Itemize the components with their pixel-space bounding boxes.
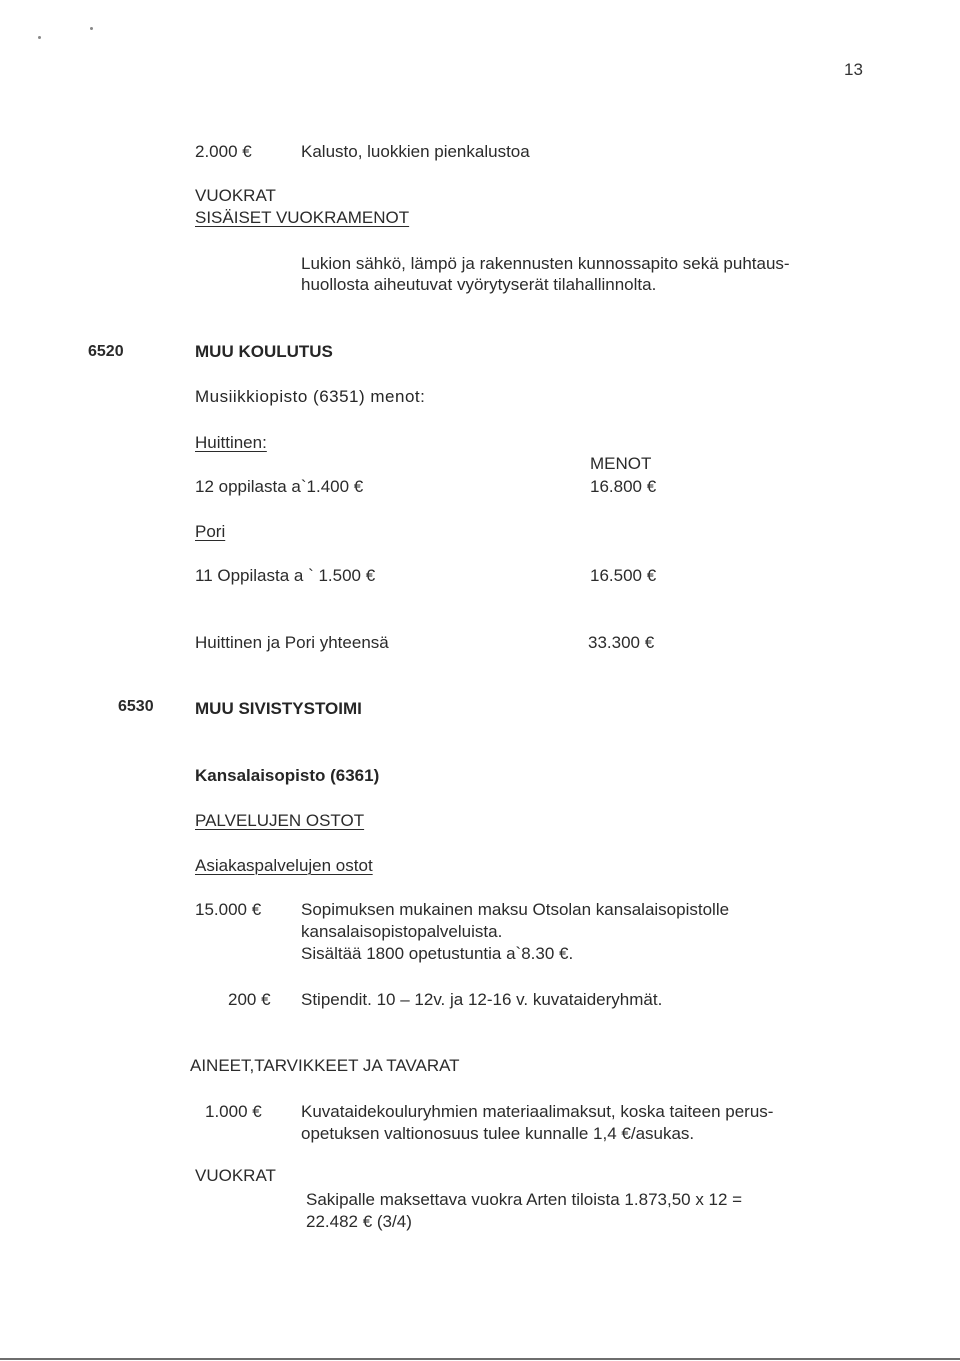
item-description-line3: Sisältää 1800 opetustuntia a`8.30 €.	[301, 944, 574, 963]
section-code-6520: 6520	[88, 343, 124, 360]
item-description: Stipendit. 10 – 12v. ja 12-16 v. kuvataideryhmät.	[301, 990, 663, 1009]
kansalaisopisto-subtitle: Kansalaisopisto (6361)	[195, 766, 380, 785]
section-code-6530: 6530	[118, 698, 154, 715]
sisaiset-vuokramenot-heading: SISÄISET VUOKRAMENOT	[195, 208, 410, 227]
page-bottom-edge	[0, 1358, 960, 1360]
lukion-text-line1: Lukion sähkö, lämpö ja rakennusten kunnossapito sekä puhtaus-	[301, 254, 790, 273]
palvelujen-ostot-heading: PALVELUJEN OSTOT	[195, 811, 365, 830]
vuokrat-heading: VUOKRAT	[195, 186, 276, 205]
pori-row-value: 16.500 €	[590, 566, 657, 585]
huittinen-row-value: 16.800 €	[590, 477, 657, 496]
item-amount: 15.000 €	[195, 900, 262, 919]
item-description-line2: kansalaisopistopalveluista.	[301, 922, 503, 941]
item-amount: 2.000 €	[195, 142, 252, 161]
huittinen-row-label: 12 oppilasta a`1.400 €	[195, 477, 364, 496]
scan-speck	[38, 36, 41, 39]
section-title-muu-koulutus: MUU KOULUTUS	[195, 342, 333, 361]
item-amount: 1.000 €	[205, 1102, 262, 1121]
sakipalle-line1: Sakipalle maksettava vuokra Arten tiloista 1.873,50 x 12 =	[306, 1190, 743, 1209]
huittinen-label: Huittinen:	[195, 433, 267, 452]
section-title-muu-sivistystoimi: MUU SIVISTYSTOIMI	[195, 699, 362, 718]
vuokrat-heading-2: VUOKRAT	[195, 1166, 276, 1185]
item-description-line1: Kuvataidekouluryhmien materiaalimaksut, koska taiteen perus-	[301, 1102, 774, 1121]
item-description: Kalusto, luokkien pienkalustoa	[301, 142, 530, 161]
item-description-line1: Sopimuksen mukainen maksu Otsolan kansalaisopistolle	[301, 900, 730, 919]
sakipalle-line2: 22.482 € (3/4)	[306, 1212, 412, 1231]
page-number: 13	[844, 60, 863, 79]
scan-speck	[90, 27, 93, 30]
musiikkiopisto-subtitle: Musiikkiopisto (6351) menot:	[195, 387, 426, 406]
pori-label: Pori	[195, 522, 226, 541]
item-amount: 200 €	[228, 990, 271, 1009]
menot-header: MENOT	[590, 454, 652, 473]
pori-row-label: 11 Oppilasta a ` 1.500 €	[195, 566, 376, 585]
total-row-value: 33.300 €	[588, 633, 655, 652]
total-row-label: Huittinen ja Pori yhteensä	[195, 633, 389, 652]
item-description-line2: opetuksen valtionosuus tulee kunnalle 1,4 €/asukas.	[301, 1124, 695, 1143]
asiakaspalvelujen-ostot-heading: Asiakaspalvelujen ostot	[195, 856, 373, 875]
lukion-text-line2: huollosta aiheutuvat vyörytyserät tilahallinnolta.	[301, 275, 657, 294]
aineet-tarvikkeet-heading: AINEET,TARVIKKEET JA TAVARAT	[190, 1056, 460, 1075]
